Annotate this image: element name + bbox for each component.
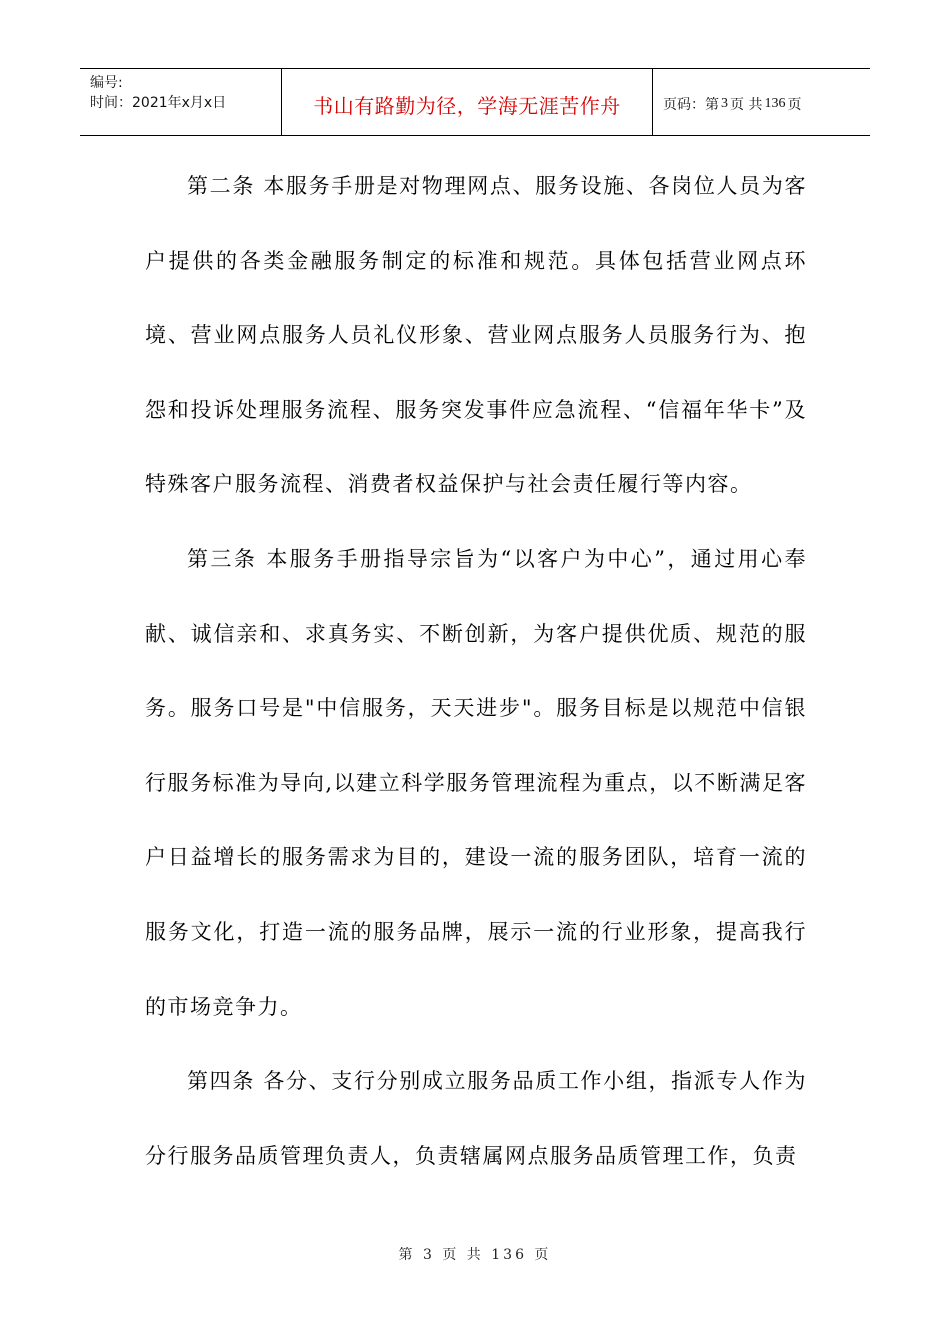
page-current: 3 bbox=[721, 96, 728, 111]
page-prefix: 页码：第 bbox=[663, 97, 719, 113]
page-total: 136 bbox=[764, 96, 786, 111]
header-page-cell bbox=[653, 69, 870, 135]
article-2-paragraph: 第二条 本服务手册是对物理网点、服务设施、各岗位人员为客户提供的各类金融服务制定的标准和规范。具体包括营业网点环境、营业网点服务人员礼仪形象、营业网点服务人员服务行为、抱怨和投诉处理服务流程、服务突发事件应急流程、“信福年华卡”及特殊客户服务流程、消费者权益保护与社会责任履行等内容。 bbox=[145, 174, 807, 497]
document-header bbox=[80, 68, 870, 136]
page-footer: 第 3 页 共 136 页 bbox=[398, 1247, 552, 1263]
document-number-label: 编号: bbox=[90, 75, 123, 91]
document-body bbox=[145, 149, 807, 1193]
header-motto: 书山有路勤为径，学海无涯苦作舟 bbox=[313, 93, 621, 118]
header-motto-cell bbox=[282, 69, 653, 135]
article-3-paragraph: 第三条 本服务手册指导宗旨为“以客户为中心”，通过用心奉献、诚信亲和、求真务实、不断创新，为客户提供优质、规范的服务。服务口号是"中信服务，天天进步"。服务目标是以规范中信银行服务标准为导向,以建立科学服务管理流程为重点，以不断满足客户日益增长的服务需求为目的，建设一流的服务团队，培育一流的服务文化，打造一流的服务品牌，展示一流的行业形象，提高我行的市场竞争力。 bbox=[145, 546, 807, 1019]
page-suffix: 页 bbox=[787, 97, 802, 113]
header-meta-cell bbox=[80, 69, 282, 135]
page-mid: 页 共 bbox=[730, 97, 763, 113]
document-time-label: 时间：2021年x月x日 bbox=[90, 95, 227, 111]
article-4-paragraph: 第四条 各分、支行分别成立服务品质工作小组，指派专人作为分行服务品质管理负责人，负责辖属网点服务品质管理工作，负责 bbox=[145, 1069, 807, 1168]
